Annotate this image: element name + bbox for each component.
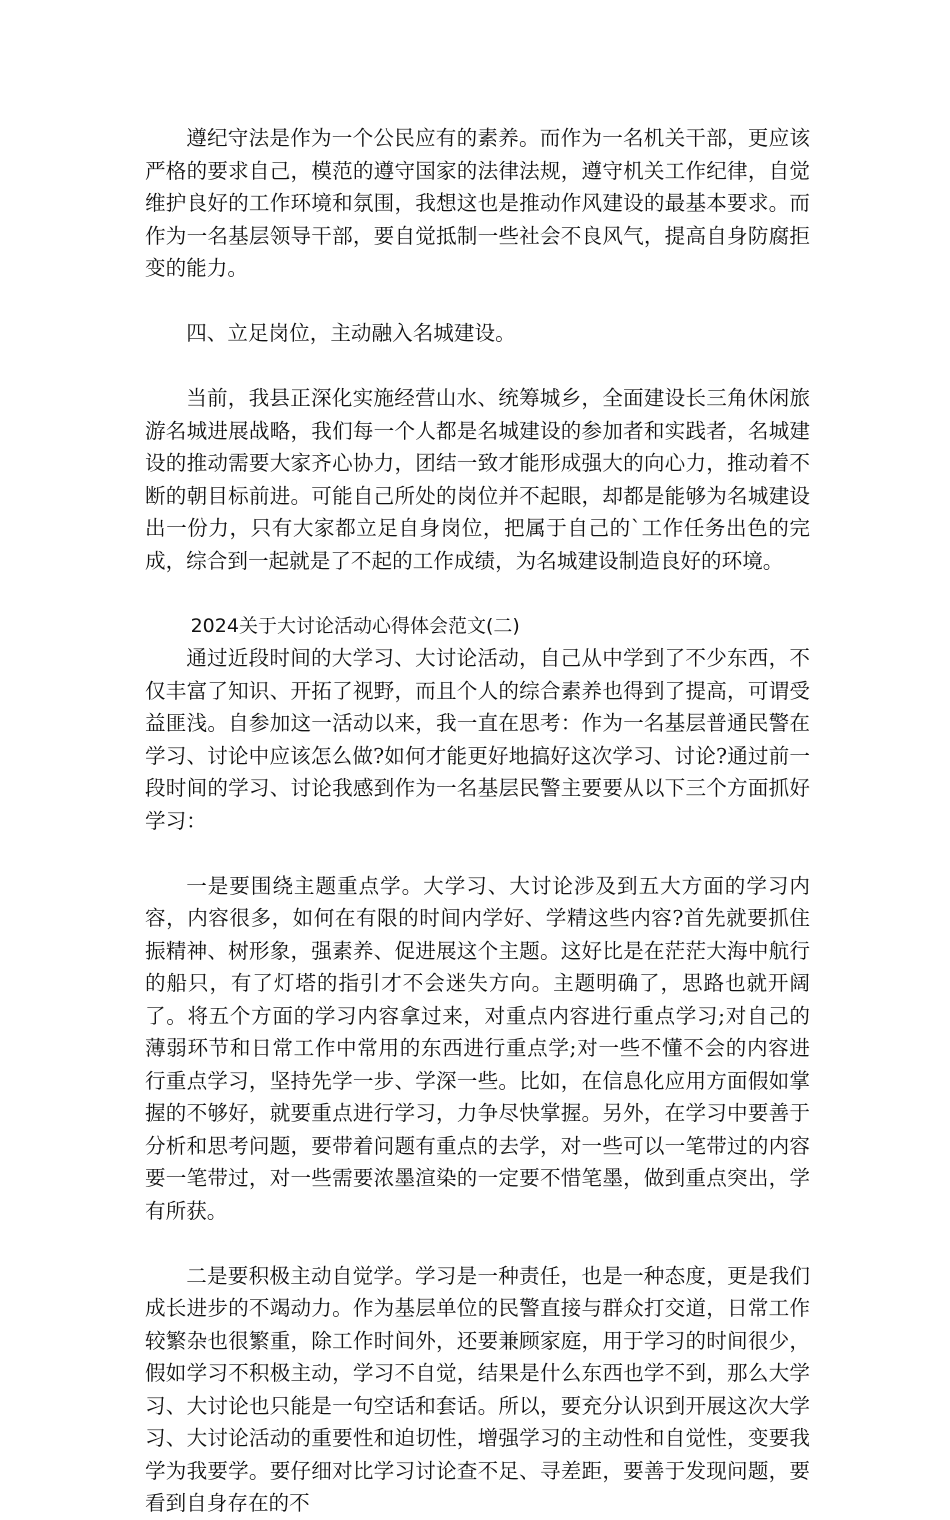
paragraph-gap (145, 837, 810, 870)
paragraph-gap (145, 350, 810, 383)
paragraph-discipline: 遵纪守法是作为一个公民应有的素养。而作为一名机关干部，更应该严格的要求自己，模范的遵守国家的法律法规，遵守机关工作纪律，自觉维护良好的工作环境和氛围，我想这也是推动作风建设的最基本要求。而作为一名基层领导干部，要自觉抵制一些社会不良风气，提高自身防腐拒变的能力。 (145, 126, 810, 280)
paragraph-point-two: 二是要积极主动自觉学。学习是一种责任，也是一种态度，更是我们成长进步的不竭动力。作为基层单位的民警直接与群众打交道，日常工作较繁杂也很繁重，除工作时间外，还要兼顾家庭，用于学习的时间很少，假如学习不积极主动，学习不自觉，结果是什么东西也学不到，那么大学习、大讨论也只能是一句空话和套话。所以，要充分认识到开展这次大学习、大讨论活动的重要性和迫切性，增强学习的主动性和自觉性，变要我学为我要学。要仔细对比学习讨论查不足、寻差距，要善于发现问题，要看到自身存在的不 (145, 1263, 810, 1515)
paragraph-point-one: 一是要围绕主题重点学。大学习、大讨论涉及到五大方面的学习内容，内容很多，如何在有限的时间内学好、学精这些内容?首先就要抓住振精神、树形象，强素养、促进展这个主题。这好比是在茫茫大海中航行的船只，有了灯塔的指引才不会迷失方向。主题明确了，思路也就开阔了。将五个方面的学习内容拿过来，对重点内容进行重点学习;对自己的薄弱环节和日常工作中常用的东西进行重点学;对一些不懂不会的内容进行重点学习，坚持先学一步、学深一些。比如，在信息化应用方面假如掌握的不够好，就要重点进行学习，力争尽快掌握。另外，在学习中要善于分析和思考问题，要带着问题有重点的去学，对一些可以一笔带过的内容要一笔带过，对一些需要浓墨渲染的一定要不惜笔墨，做到重点突出，学有所获。 (145, 873, 810, 1223)
section-heading-four: 四、立足岗位，主动融入名城建设。 (186, 321, 516, 345)
article-subtitle: 2024关于大讨论活动心得体会范文(二) (190, 614, 520, 637)
paragraph-gap (145, 577, 810, 610)
paragraph-city-building: 当前，我县正深化实施经营山水、统筹城乡，全面建设长三角休闲旅游名城进展战略，我们每一个人都是名城建设的参加者和实践者，名城建设的推动需要大家齐心协力，团结一致才能形成强大的向心力，推动着不断的朝目标前进。可能自己所处的岗位并不起眼，却都是能够为名城建设出一份力，只有大家都立足自身岗位，把属于自己的`工作任务出色的完成，综合到一起就是了不起的工作成绩，为名城建设制造良好的环境。 (145, 386, 810, 573)
document-body (145, 122, 810, 1520)
paragraph-intro: 通过近段时间的大学习、大讨论活动，自己从中学到了不少东西，不仅丰富了知识、开拓了视野，而且个人的综合素养也得到了提高，可谓受益匪浅。自参加这一活动以来，我一直在思考：作为一名基层普通民警在学习、讨论中应该怎么做?如何才能更好地搞好这次学习、讨论?通过前一段时间的学习、讨论我感到作为一名基层民警主要要从以下三个方面抓好学习： (145, 646, 810, 833)
paragraph-gap (145, 285, 810, 318)
paragraph-gap (145, 1227, 810, 1260)
